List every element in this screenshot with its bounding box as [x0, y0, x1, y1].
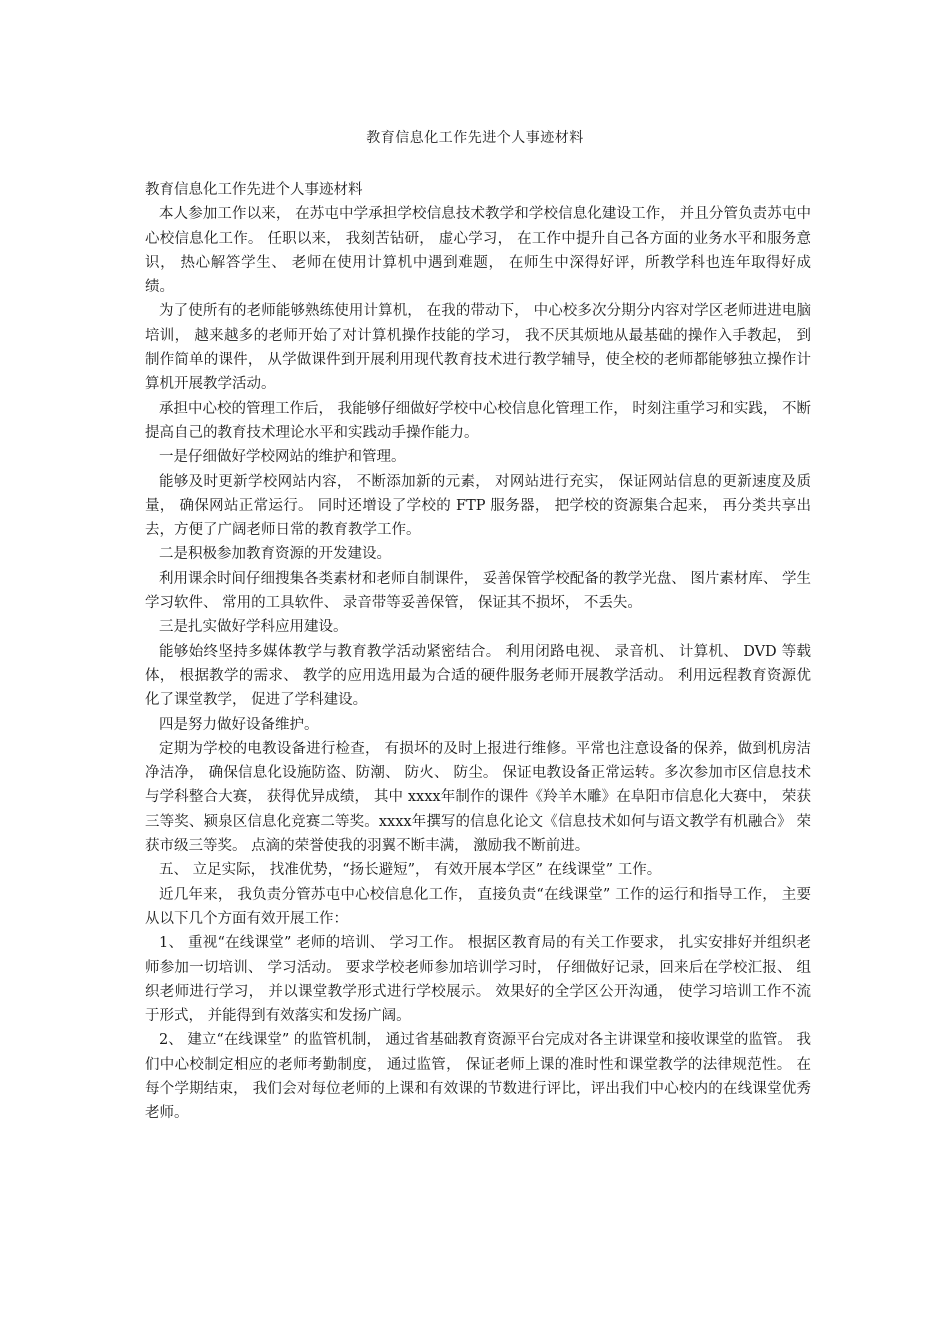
paragraph-intro: 本人参加工作以来， 在苏屯中学承担学校信息技术教学和学校信息化建设工作， 并且分管负责苏屯中心校信息化工作。 任职以来， 我刻苦钻研， 虚心学习， 在工作中提升自己各方面的业务水平和服务意识， 热心解答学生、 老师在使用计算机中遇到难题， 在师生中深得好评，所教学科也连年取得好成绩。 [145, 206, 811, 296]
paragraph-online-class: 近几年来， 我负责分管苏屯中心校信息化工作， 直接负责“在线课堂” 工作的运行和指导工作， 主要从以下几个方面有效开展工作： [145, 886, 811, 927]
subheading-equipment: 四是努力做好设备维护。 [159, 716, 319, 733]
body-heading: 教育信息化工作先进个人事迹材料 [145, 182, 363, 198]
page-title: 教育信息化工作先进个人事迹材料 [366, 130, 584, 146]
subheading-online-class: 五、 立足实际， 找准优势，“扬长避短”， 有效开展本学区” 在线课堂” 工作。 [159, 862, 662, 879]
subheading-website: 一是仔细做好学校网站的维护和管理。 [159, 449, 406, 466]
subheading-subject: 三是扎实做好学科应用建设。 [159, 619, 348, 636]
paragraph-website: 能够及时更新学校网站内容， 不断添加新的元素， 对网站进行充实， 保证网站信息的更新速度及质量， 确保网站正常运行。 同时还增设了学校的 FTP 服务器， 把学校的资源集合起来， 再分类共享出去，方便了广阔老师日常的教育教学工作。 [145, 473, 811, 539]
document-body [145, 178, 811, 1126]
subheading-resources: 二是积极参加教育资源的开发建设。 [159, 546, 391, 563]
list-item-1: 1、 重视“在线课堂” 老师的培训、 学习工作。 根据区教育局的有关工作要求， 扎实安排好并组织老师参加一切培训、 学习活动。 要求学校老师参加培训学习时， 仔细做好记录，回来后在学校汇报、 组织老师进行学习， 并以课堂教学形式进行学校展示。 效果好的全学区公开沟通， 使学习培训工作不流于形式， 并能得到有效落实和发扬广阔。 [145, 935, 811, 1025]
paragraph-equipment: 定期为学校的电教设备进行检查， 有损坏的及时上报进行维修。平常也注意设备的保养，做到机房洁净洁净， 确保信息化设施防盗、防潮、 防火、 防尘。 保证电教设备正常运转。多次参加市区信息技术与学科整合大赛， 获得优异成绩， 其中 xxxx年制作的课件《羚羊木雕》在阜阳市信息化大赛中， 荣获三等奖、颍泉区信息化竞赛二等奖。xxxx年撰写的信息化论文《信息技术如何与语文教学有机融合》 荣获市级三等奖。 点滴的荣誉使我的羽翼不断丰满， 激励我不断前进。 [145, 740, 811, 855]
paragraph-training: 为了使所有的老师能够熟练使用计算机， 在我的带动下， 中心校多次分期分内容对学区老师进进电脑培训， 越来越多的老师开始了对计算机操作技能的学习， 我不厌其烦地从最基础的操作入手教起， 到制作简单的课件， 从学做课件到开展利用现代教育技术进行教学辅导，使全校的老师都能够独立操作计算机开展教学活动。 [145, 303, 811, 393]
paragraph-subject: 能够始终坚持多媒体教学与教育教学活动紧密结合。 利用闭路电视、 录音机、 计算机、 DVD 等载体， 根据教学的需求、 教学的应用选用最为合适的硬件服务老师开展教学活动。 利用远程教育资源优化了课堂教学， 促进了学科建设。 [145, 643, 811, 709]
list-item-2: 2、 建立“在线课堂” 的监管机制， 通过省基础教育资源平台完成对各主讲课堂和接收课堂的监管。 我们中心校制定相应的老师考勤制度， 通过监管， 保证老师上课的准时性和课堂教学的法律规范性。 在每个学期结束， 我们会对每位老师的上课和有效课的节数进行评比，评出我们中心校内的在线课堂优秀老师。 [145, 1032, 811, 1122]
paragraph-management: 承担中心校的管理工作后， 我能够仔细做好学校中心校信息化管理工作， 时刻注重学习和实践， 不断提高自己的教育技术理论水平和实践动手操作能力。 [145, 400, 811, 441]
paragraph-resources: 利用课余时间仔细搜集各类素材和老师自制课件， 妥善保管学校配备的教学光盘、 图片素材库、 学生学习软件、 常用的工具软件、 录音带等妥善保管， 保证其不损坏， 不丢失。 [145, 570, 811, 612]
